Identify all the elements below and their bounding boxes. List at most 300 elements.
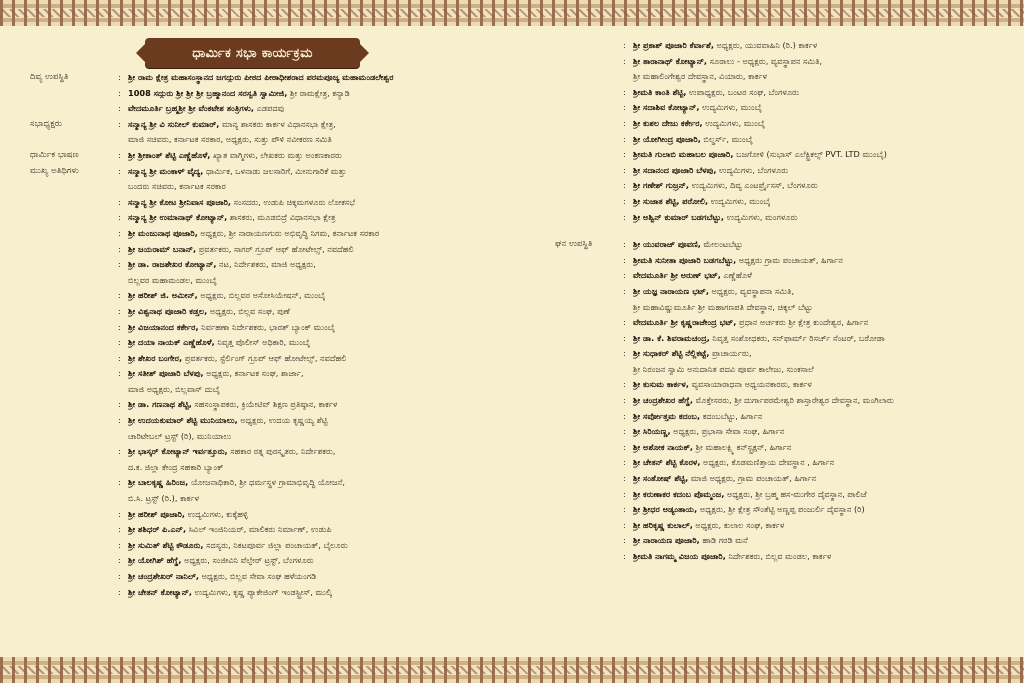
role-label xyxy=(30,273,118,289)
guest-designation: ಬಂದರು ಸಚಿವರು, ಕರ್ನಾಟಕ ಸರಕಾರ xyxy=(128,181,226,192)
guest-entry xyxy=(633,147,887,163)
row-colon: : xyxy=(623,504,626,515)
guest-entry xyxy=(633,331,885,347)
guest-name: ಶ್ರೀ ಯೋಗಿಶ್ ಹೆಗ್ಡೆ, xyxy=(128,555,182,566)
list-item xyxy=(30,366,495,382)
list-item xyxy=(555,549,1000,565)
guest-entry xyxy=(128,366,304,382)
guest-designation: ಶ್ರೀ ರಾಮಕ್ಷೇತ್ರ, ಕನ್ಯಾಡಿ xyxy=(287,87,350,98)
role-label xyxy=(555,116,623,132)
row-colon: : xyxy=(623,86,626,97)
row-colon: : xyxy=(118,555,121,566)
list-item xyxy=(555,69,1000,85)
list-item xyxy=(555,268,1000,284)
role-label xyxy=(555,409,623,425)
row-colon: : xyxy=(118,72,121,82)
list-item xyxy=(555,132,1000,148)
role-label xyxy=(30,132,118,148)
list-item xyxy=(30,273,495,289)
guest-designation: ಮಾನ್ಯ ಶಾಸಕರು ಕಾರ್ಕಳ ವಿಧಾನಸಭಾ ಕ್ಷೇತ್ರ, xyxy=(219,118,336,129)
role-label xyxy=(555,69,623,85)
role-label xyxy=(30,351,118,367)
role-label xyxy=(30,444,118,460)
guest-name: ಶ್ರೀ ಹರಿಕೃಷ್ಣ ಕುಲಾಲ್, xyxy=(633,519,693,530)
list-item xyxy=(555,210,1000,226)
list-item xyxy=(30,86,495,102)
guest-entry xyxy=(128,164,346,180)
role-label xyxy=(555,487,623,503)
role-label xyxy=(555,533,623,549)
row-colon: : xyxy=(118,524,121,535)
guest-designation: ಉದ್ಯಮಿಗಳು, ಮುಂಬೈ xyxy=(708,195,771,206)
list-item xyxy=(555,362,1000,378)
guest-designation: ಅಧ್ಯಕ್ಷರು, ಬಿಲ್ಲವರ ಅಸೋಸಿಯೇಷನ್, ಮುಂಬೈ xyxy=(197,290,326,301)
row-colon: : xyxy=(118,87,121,98)
guest-name: ಶ್ರೀ ಸದಾಶಿವ ಕೋಟ್ಯಾನ್, xyxy=(633,102,700,113)
guest-name: ಶ್ರೀ ಜಯರಾಮ್ ಬನಾನ್, xyxy=(128,243,197,254)
list-item xyxy=(30,195,495,211)
top-ornamental-border xyxy=(0,0,1024,26)
guest-designation: ಉಪಾಧ್ಯಕ್ಷರು, ಬಂಟರ ಸಂಘ, ಬೆಂಗಳೂರು xyxy=(686,86,800,97)
row-colon: : xyxy=(118,227,121,238)
guest-entry xyxy=(128,522,332,538)
row-colon: : xyxy=(623,133,626,144)
row-colon xyxy=(118,491,128,507)
guest-name: ಶ್ರೀಮತಿ ಸುನೀತಾ ಪೂಜಾರಿ ಬಡಗಬೆಟ್ಟು, xyxy=(633,254,737,265)
guest-entry xyxy=(633,533,748,549)
guest-name: ಶ್ರೀ ದಯಾ ನಾಯಕ್ ಎಣ್ಣೆಹೊಳೆ, xyxy=(128,337,215,348)
guest-entry xyxy=(633,268,752,284)
guest-name: ಶ್ರೀಮತಿ ಕಾಂತಿ ಶೆಟ್ಟಿ, xyxy=(633,86,687,97)
list-item xyxy=(555,331,1000,347)
list-item xyxy=(30,320,495,336)
guest-designation: ನಿರ್ವಹಣಾ ನಿರ್ದೇಶಕರು, ಭಾರತ್ ಬ್ಯಾಂಕ್ ಮುಂಬೈ xyxy=(198,321,335,332)
guest-designation: ಸದಸ್ಯರು, ನಿಕಟಪೂರ್ವ ಜಿಲ್ಲಾ ಪಂಚಾಯತ್, ಬೈಲೂರು xyxy=(203,539,348,550)
row-colon: : xyxy=(623,426,626,437)
guest-designation: ಅಧ್ಯಕ್ಷರು, ಶ್ರೀ ಬ್ರಹ್ಮ ಹಸ-ಮುಗೇರ ದೈವಸ್ಥಾನ, ಪಾಲಿಜೆ xyxy=(724,488,867,499)
role-label xyxy=(555,455,623,471)
row-colon: : xyxy=(623,102,626,113)
guest-entry xyxy=(128,382,220,398)
guest-name: ಶ್ರೀ ಸುಧಾಕರ್ ಶೆಟ್ಟಿ ನೆಲ್ಲಿಕಟ್ಟೆ, xyxy=(633,348,710,359)
guest-name: ಶ್ರೀ ಕುಶಲ ದೇಜು ಕರ್ಕೇರ, xyxy=(633,117,703,128)
role-label xyxy=(30,304,118,320)
guest-designation: ಅಧ್ಯಕ್ಷರು, ಕರ್ನಾಟಕ ಸಂಘ, ಶಾರ್ಜಾ, xyxy=(203,368,304,379)
guest-entry xyxy=(633,210,798,226)
list-item xyxy=(555,147,1000,163)
guest-designation: ಎಡಪದವು xyxy=(254,103,285,114)
guest-name: ಶ್ರೀ ಪ್ರಕಾಶ್ ಪೂಜಾರಿ ಕೆರ್ವಾಶೆ, xyxy=(633,40,714,50)
list-item xyxy=(555,518,1000,534)
role-label xyxy=(555,346,623,362)
guest-name: ವೇದಮೂರ್ತಿ ಶ್ರೀ ಅರುಣ್ ಭಟ್, xyxy=(633,270,721,281)
guest-entry xyxy=(633,393,894,409)
list-item xyxy=(555,300,1000,316)
role-label: ಮುಖ್ಯ ಅತಿಥಿಗಳು xyxy=(30,165,79,176)
row-colon: : xyxy=(118,290,121,301)
role-label xyxy=(555,331,623,347)
guest-name: ಶ್ರೀ ಹರೀಶ್ ಪೂಜಾರಿ, xyxy=(128,508,186,519)
role-label xyxy=(555,393,623,409)
guest-name: ಶ್ರೀ ಅಶ್ವಿನ್ ಕುಮಾರ್ ಬಡಗಬೆಟ್ಟು, xyxy=(633,211,725,222)
list-item xyxy=(555,178,1000,194)
role-label xyxy=(30,475,118,491)
row-colon: : xyxy=(623,55,626,66)
role-label xyxy=(555,549,623,565)
role-label xyxy=(30,585,118,601)
row-colon: : xyxy=(623,551,626,561)
guest-entry xyxy=(633,132,753,148)
role-label xyxy=(30,226,118,242)
list-item xyxy=(555,393,1000,409)
guest-designation: ಸಹಸಂಸ್ಥಾಪಕರು, ಕ್ರಿಯೇಟಿವ್ ಶಿಕ್ಷಣ ಪ್ರತಿಷ್ಠಾನ, ಕಾರ್ಕಳ xyxy=(191,399,338,410)
guest-name: 1008 ಸದ್ಗುರು ಶ್ರೀ ಶ್ರೀ ಶ್ರೀ ಬ್ರಹ್ಮಾನಂದ ಸರಸ್ವತಿ ಸ್ವಾಮೀಜಿ, xyxy=(128,87,288,98)
guest-entry xyxy=(128,210,336,226)
role-label xyxy=(30,507,118,523)
role-label xyxy=(555,268,623,284)
guest-name: ಸನ್ಮಾನ್ಯ ಶ್ರೀ ಕೋಟ ಶ್ರೀನಿವಾಸ ಪೂಜಾರಿ, xyxy=(128,196,232,207)
guest-entry xyxy=(128,475,345,491)
list-item xyxy=(30,257,495,273)
role-label xyxy=(555,502,623,518)
row-colon: : xyxy=(118,508,121,519)
row-colon xyxy=(118,382,128,398)
guest-name: ಶ್ರೀ ಭಾಸ್ಕರ್ ಕೋಟ್ಯಾನ್ ಇರ್ವತ್ತೂರು, xyxy=(128,446,228,457)
guest-designation: ಬಿಲ್ಲವರ ಮಹಾಮಂಡಲ, ಮುಂಬೈ xyxy=(128,274,217,285)
guest-designation: ಸಹಕಾರ ರತ್ನ ಪುರಸ್ಕೃತರು, ನಿರ್ದೇಶಕರು, xyxy=(227,446,336,457)
guest-designation: ಅಧ್ಯಕ್ಷರು, ವ್ಯವಸ್ಥಾಪನಾ ಸಮಿತಿ, xyxy=(708,285,795,296)
guest-name: ಶ್ರೀ ತಾರಾನಾಥ್ ಕೋಟ್ಯಾನ್, xyxy=(633,55,708,66)
role-label xyxy=(555,300,623,316)
list-item xyxy=(555,100,1000,116)
guest-name: ಶ್ರೀ ಡಾ. ರಾಜಶೇಖರ ಕೋಟ್ಯಾನ್, xyxy=(128,259,217,270)
guest-entry xyxy=(633,194,771,210)
list-item xyxy=(30,132,495,148)
list-item xyxy=(30,397,495,413)
list-item xyxy=(30,382,495,398)
guest-entry xyxy=(128,257,316,273)
guest-name: ಸನ್ಮಾನ್ಯ ಶ್ರೀ ಉಮಾನಾಥ್ ಕೋಟ್ಯಾನ್, xyxy=(128,212,228,223)
list-item xyxy=(30,164,495,180)
list-item xyxy=(30,117,495,133)
guest-name: ಶ್ರೀ ಚಂದ್ರಶೇಖರ ಹೆಗ್ಡೆ, xyxy=(633,395,694,406)
guest-name: ಶ್ರೀ ವಿಜಯಾನಂದ ಕರ್ಕೇರ, xyxy=(128,321,199,332)
guest-name: ಶ್ರೀ ಚೇತನ್ ಶೆಟ್ಟಿ ಕೊರಳ, xyxy=(633,457,701,468)
guest-name: ಶ್ರೀ ಮಂಜುನಾಥ ಪೂಜಾರಿ, xyxy=(128,227,198,238)
row-colon: : xyxy=(623,270,626,281)
guest-entry xyxy=(633,85,799,101)
role-label xyxy=(30,210,118,226)
role-label xyxy=(555,194,623,210)
guest-designation: ಯೋಜನಾಧಿಕಾರಿ, ಶ್ರೀ ಧರ್ಮಸ್ಥಳ ಗ್ರಾಮಾಭಿವೃದ್ಧಿ ಯೋಜನೆ, xyxy=(188,477,345,488)
role-label xyxy=(555,38,623,54)
section-gap xyxy=(555,225,1000,237)
role-label xyxy=(555,100,623,116)
guest-designation: ಸಂಸದರು, ಉಡುಪಿ ಚಿಕ್ಕಮಗಳೂರು ಲೋಕಸಭೆ xyxy=(231,196,356,207)
row-colon: : xyxy=(118,212,121,223)
row-colon: : xyxy=(118,477,121,488)
row-colon: : xyxy=(623,441,626,452)
role-label xyxy=(555,518,623,534)
role-label xyxy=(555,362,623,378)
role-label xyxy=(555,147,623,163)
list-item xyxy=(30,179,495,195)
row-colon: : xyxy=(118,399,121,410)
role-label xyxy=(555,132,623,148)
guest-name: ಶ್ರೀ ಸರ್ವೋತ್ತಮ ಕದಂಬ, xyxy=(633,410,701,421)
role-label xyxy=(555,163,623,179)
program-page xyxy=(0,26,1024,657)
row-colon: : xyxy=(623,395,626,406)
guest-designation: ವ್ಯವಸಾಯಾರಾಧನಾ ಅಧ್ಯಯನಕಾರರು, ಕಾರ್ಕಳ xyxy=(689,379,812,390)
guest-name: ಸನ್ಮಾನ್ಯ ಶ್ರೀ ಮಂಕಾಳ್ ವೈದ್ಯ, xyxy=(128,165,204,176)
row-colon: : xyxy=(118,196,121,207)
row-colon: : xyxy=(118,586,121,597)
bottom-ornamental-border xyxy=(0,657,1024,683)
row-colon: : xyxy=(118,103,121,114)
row-colon: : xyxy=(623,519,626,530)
list-item xyxy=(555,253,1000,269)
role-label xyxy=(30,86,118,102)
role-label xyxy=(30,569,118,585)
guest-designation: ಉದ್ಯಮಿಗಳು, ಕೃಷ್ಣ ಪ್ಯಾಕೇಜಿಂಗ್ ಇಂಡಸ್ಟ್ರೀಸ್, ಮುಲ್ಕಿ xyxy=(192,586,332,597)
guest-designation: ಸಿವಿಲ್ ಇಂಜಿನಿಯರ್, ಮಾಲಿಕರು ನಿರ್ಮಾಣ್, ಉಡುಪಿ xyxy=(186,524,332,535)
guest-entry xyxy=(633,409,762,425)
list-item xyxy=(30,475,495,491)
guest-designation: ಅಧ್ಯಕ್ಷರು, ಬಿಲ್ಲವ ಸಂಘ, ಪುಣೆ xyxy=(207,305,290,316)
guest-designation: ಬಜಗೋಳಿ (ಸುಭಾಸ್ ಎಲೆಕ್ಟ್ರಿಕಲ್ಸ್ PVT. LTD ಮುಂಬೈ) xyxy=(733,149,887,160)
list-item xyxy=(30,553,495,569)
guest-designation: ಹಾಡಿ ಗರಡಿ ಮನೆ xyxy=(699,535,748,546)
guest-entry xyxy=(128,70,394,86)
role-label xyxy=(555,253,623,269)
guest-entry xyxy=(633,237,743,253)
row-colon: : xyxy=(623,195,626,206)
guest-designation: ದ.ಕ. ಜಿಲ್ಲಾ ಕೇಂದ್ರ ಸಹಕಾರಿ ಬ್ಯಾಂಕ್ xyxy=(128,461,224,472)
list-item xyxy=(30,304,495,320)
list-item xyxy=(30,429,495,445)
list-item xyxy=(555,533,1000,549)
role-label xyxy=(555,85,623,101)
guest-designation: ಅಧ್ಯಕ್ಷರು, ಯುವವಾಹಿನಿ (ರಿ.) ಕಾರ್ಕಳ xyxy=(713,40,818,50)
list-item xyxy=(30,491,495,507)
guest-entry xyxy=(633,284,794,300)
list-item xyxy=(555,116,1000,132)
role-label xyxy=(30,522,118,538)
guest-designation: ಶಾಸಕರು, ಮೂಡಬಿದ್ರೆ ವಿಧಾನಸಭಾ ಕ್ಷೇತ್ರ xyxy=(227,212,336,223)
guest-name: ಶ್ರೀ ಕುಸುಮ ಕಾರ್ಕಳ, xyxy=(633,379,689,390)
row-colon: : xyxy=(623,535,626,546)
guest-entry xyxy=(128,195,355,211)
guest-name: ಶ್ರೀ ಶ್ರೀಕಾಂತ್ ಶೆಟ್ಟಿ ಎಣ್ಣೆಹೊಳೆ, xyxy=(128,149,211,160)
list-item xyxy=(30,585,495,601)
guest-name: ಶ್ರೀ ಸತೀಶ್ ಪೂಜಾರಿ ಬೆಳಪು, xyxy=(128,368,204,379)
row-colon xyxy=(118,460,128,476)
guest-designation: ಉದ್ಯಮಿಗಳು, ಕುಕ್ಕೆಹಳ್ಳಿ xyxy=(185,508,248,519)
role-label xyxy=(30,397,118,413)
guest-designation: ಬಿಲ್ಡರ್ಸ್, ಮುಂಬೈ xyxy=(700,133,753,144)
list-item xyxy=(30,569,495,585)
guest-entry xyxy=(633,377,812,393)
role-label xyxy=(30,179,118,195)
role-label xyxy=(30,413,118,429)
row-colon: : xyxy=(623,164,626,175)
guest-entry xyxy=(633,315,868,331)
guest-designation: ಮೇಲಂಟಬೆಟ್ಟು xyxy=(700,239,743,250)
list-item xyxy=(555,440,1000,456)
list-item xyxy=(555,284,1000,300)
role-label xyxy=(30,195,118,211)
role-label xyxy=(555,424,623,440)
list-item xyxy=(30,70,495,86)
guest-designation: ಉದ್ಯಮಿಗಳು, ಮುಂಬೈ xyxy=(699,102,762,113)
guest-designation: ಸೂರಾಲು - ಅಧ್ಯಕ್ಷರು, ವ್ಯವಸ್ಥಾಪನ ಸಮಿತಿ, xyxy=(707,55,823,66)
role-label: ಘನ ಉಪಸ್ಥಿತಿ xyxy=(555,239,593,250)
guest-entry xyxy=(633,38,817,54)
role-label xyxy=(30,320,118,336)
guest-entry xyxy=(128,553,314,569)
row-colon: : xyxy=(623,285,626,296)
right-column-guest-list xyxy=(555,38,1000,565)
row-colon: : xyxy=(118,243,121,254)
guest-designation: ನಿವೃತ್ತ ಪೊಲೀಸ್ ಅಧಿಕಾರಿ, ಮುಂಬೈ xyxy=(214,337,311,348)
row-colon xyxy=(118,132,128,148)
list-item xyxy=(555,38,1000,54)
row-colon: : xyxy=(118,368,121,379)
row-colon: : xyxy=(623,180,626,191)
list-item xyxy=(555,54,1000,70)
guest-designation: ಶ್ರೀ ನಿರಂಜನ ಸ್ವಾಮಿ ಅನುದಾನಿತ ಪದವಿ ಪೂರ್ವ ಕಾಲೇಜು, ಸುಂಕಸಾಲೆ xyxy=(633,363,814,374)
guest-name: ವೇದಮೂರ್ತಿ ಬ್ರಹ್ಮಶ್ರೀ ಶ್ರೀ ವೆಂಕಟೇಶ ತಂತ್ರಿಗಳು, xyxy=(128,103,254,114)
role-label xyxy=(555,440,623,456)
row-colon: : xyxy=(623,332,626,343)
guest-entry xyxy=(128,491,199,507)
guest-entry xyxy=(128,304,290,320)
row-colon: : xyxy=(623,473,626,484)
row-colon: : xyxy=(623,457,626,468)
guest-entry xyxy=(633,178,818,194)
list-item xyxy=(555,85,1000,101)
list-item xyxy=(30,148,495,164)
guest-name: ಶ್ರೀ ಹರೀಶ್ ಜಿ. ಅಮೀನ್, xyxy=(128,290,198,301)
row-colon: : xyxy=(623,379,626,390)
guest-entry xyxy=(128,148,342,164)
guest-designation: ಪ್ರಾಚಾರ್ಯರು, xyxy=(709,348,752,359)
guest-designation: ಮಾಜಿ ಅಧ್ಯಕ್ಷರು, ಬಿಲ್ಲವಾಸ್ ದುಬೈ xyxy=(128,383,220,394)
role-label xyxy=(555,178,623,194)
guest-name: ಶ್ರೀ ಸುಮಿತ್ ಶೆಟ್ಟಿ ಕೌಡೂರು, xyxy=(128,539,204,550)
row-colon: : xyxy=(623,410,626,421)
role-label xyxy=(555,284,623,300)
guest-entry xyxy=(633,471,816,487)
guest-entry xyxy=(633,54,822,70)
list-item xyxy=(30,335,495,351)
guest-entry xyxy=(128,569,316,585)
role-label xyxy=(555,210,623,226)
role-label xyxy=(30,101,118,117)
guest-entry xyxy=(128,179,226,195)
guest-entry xyxy=(128,132,332,148)
list-item xyxy=(30,226,495,242)
guest-entry xyxy=(128,335,310,351)
list-item xyxy=(30,351,495,367)
guest-designation: ಅಧ್ಯಕ್ಷರು, ಶ್ರೀ ಕ್ಷೇತ್ರ ಸೌಂತೆಟ್ಟಿ ಅಣ್ಣಪ್ಪ ಪಂಜುರ್ಲಿ ದೈವಸ್ಥಾನ (ರಿ) xyxy=(697,504,865,515)
role-label: ಧಾರ್ಮಿಕ ಭಾಷಣ xyxy=(30,149,79,160)
role-label xyxy=(555,54,623,70)
guest-name: ಶ್ರೀಮತಿ ಗುಲಾಬಿ ಮಹಾಬಲ ಪೂಜಾರಿ, xyxy=(633,149,734,160)
role-label: ದಿವ್ಯ ಉಪಸ್ಥಿತಿ xyxy=(30,72,69,82)
left-column-guest-list xyxy=(30,70,495,600)
list-item xyxy=(30,101,495,117)
guest-entry xyxy=(633,424,784,440)
guest-entry xyxy=(128,288,325,304)
row-colon: : xyxy=(623,239,626,250)
guest-entry xyxy=(128,86,350,102)
guest-designation: ಮೊಕ್ತೇಸರರು, ಶ್ರೀ ದುರ್ಗಾಪರಮೇಶ್ವರಿ ಶಾಸ್ತಾರೇಶ್ವರ ದೇವಸ್ಥಾನ, ಮಂಗಿಲಾರು xyxy=(693,395,894,406)
row-colon: : xyxy=(623,317,626,328)
guest-designation: ಧಾರ್ಮಿಕ, ಒಳನಾಡು ಜಲಸಾರಿಗೆ, ಮೀನುಗಾರಿಕೆ ಮತ್ತು xyxy=(203,165,347,176)
row-colon: : xyxy=(623,40,626,50)
role-label xyxy=(30,288,118,304)
guest-entry xyxy=(128,444,336,460)
guest-name: ಶ್ರೀ ಬಾಲಕೃಷ್ಣ ಹಿರಿಂಜ, xyxy=(128,477,189,488)
guest-entry xyxy=(128,320,335,336)
guest-designation: ಶ್ರೀ ಮಹಾಲಕ್ಷ್ಮಿ ಕನ್‌ಸ್ಟ್ರಕ್ಷನ್, ಹಿರ್ಗಾನ xyxy=(693,441,792,452)
guest-name: ಶ್ರೀ ಸುಜಾತ ಶೆಟ್ಟಿ, ಪರೋಲಿ, xyxy=(633,195,709,206)
role-label xyxy=(555,471,623,487)
guest-entry xyxy=(633,455,834,471)
guest-name: ಶ್ರೀ ಯೋಗೀಂದ್ರ ಪೂಜಾರಿ, xyxy=(633,133,701,144)
guest-designation: ಅಧ್ಯಕ್ಷರು, ಪ್ರಭಾಸಾ ಸೇವಾ ಸಂಘ, ಹಿರ್ಗಾನ xyxy=(670,426,785,437)
guest-name: ಶ್ರೀ ಡಾ. ಗಣನಾಥ ಶೆಟ್ಟಿ, xyxy=(128,399,192,410)
list-item xyxy=(30,460,495,476)
guest-designation: ಪ್ರಧಾನ ಅರ್ಚಕರು ಶ್ರೀ ಕ್ಷೇತ್ರ ಕುಂದೇಶ್ವರ, ಹಿರ್ಗಾನ xyxy=(736,317,869,328)
row-colon: : xyxy=(118,415,121,426)
guest-entry xyxy=(633,440,791,456)
list-item xyxy=(555,487,1000,503)
guest-name: ಶ್ರೀ ಗಣೇಶ್ ಗುಜ್ರನ್, xyxy=(633,180,690,191)
guest-name: ಶ್ರೀ ಚೇತನ್ ಕೋಟ್ಯಾನ್, xyxy=(128,586,193,597)
row-colon xyxy=(623,69,633,85)
row-colon: : xyxy=(623,117,626,128)
list-item xyxy=(555,455,1000,471)
guest-designation: ಮಾಜಿ ಸಚಿವರು, ಕರ್ನಾಟಕ ಸರಕಾರ, ಅಧ್ಯಕ್ಷರು, ಸುತ್ತು ಪೌಳಿ ನವೀಕರಣ ಸಮಿತಿ xyxy=(128,134,332,145)
guest-entry xyxy=(633,502,865,518)
guest-designation: ಅಧ್ಯಕ್ಷರು, ಶ್ರೀ ನಾರಾಯಣಗುರು ಅಭಿವೃದ್ಧಿ ನಿಗಮ, ಕರ್ನಾಟಕ ಸರಕಾರ xyxy=(197,227,380,238)
role-label xyxy=(30,538,118,554)
row-colon xyxy=(118,429,128,445)
list-item xyxy=(30,538,495,554)
guest-entry xyxy=(128,507,248,523)
guest-name: ಶ್ರೀ ಕರುಣಾಕರ ಕದಂಬ ಪೊಮ್ಮಂಜ, xyxy=(633,488,725,499)
row-colon: : xyxy=(118,149,121,160)
role-label xyxy=(555,315,623,331)
guest-name: ಶ್ರೀ ಡಾ. ಕೆ. ಶಿವರಾಮಚಂದ್ರ, xyxy=(633,332,710,343)
guest-entry xyxy=(128,101,284,117)
guest-entry xyxy=(633,253,843,269)
guest-name: ಶ್ರೀ ಸಂತೋಷ್ ಶೆಟ್ಟಿ, xyxy=(633,473,689,484)
guest-entry xyxy=(128,585,332,601)
list-item xyxy=(555,377,1000,393)
guest-entry xyxy=(128,397,337,413)
role-label xyxy=(30,366,118,382)
guest-entry xyxy=(633,518,785,534)
guest-name: ಶ್ರೀ ಚಂದ್ರಶೇಖರ್ ನಾನಿಲ್, xyxy=(128,571,199,581)
guest-designation: ಅಧ್ಯಕ್ಷರು, ಕುಲಾಲ ಸಂಘ, ಕಾರ್ಕಳ xyxy=(692,519,785,530)
guest-name: ಶ್ರೀ ರಾಮ ಕ್ಷೇತ್ರ ಮಹಾಸಂಸ್ಥಾನದ ಜಗದ್ಗುರು ಪೀಠದ ಪೀಠಾಧೀಶರಾದ ಪರಮಪೂಜ್ಯ ಮಹಾಮಂಡಲೇಶ್ವರ xyxy=(128,72,394,82)
role-label xyxy=(555,377,623,393)
guest-name: ಶ್ರೀಮತಿ ನಾಗಮ್ಮ ವಿಜಯ ಪೂಜಾರಿ, xyxy=(633,551,726,561)
